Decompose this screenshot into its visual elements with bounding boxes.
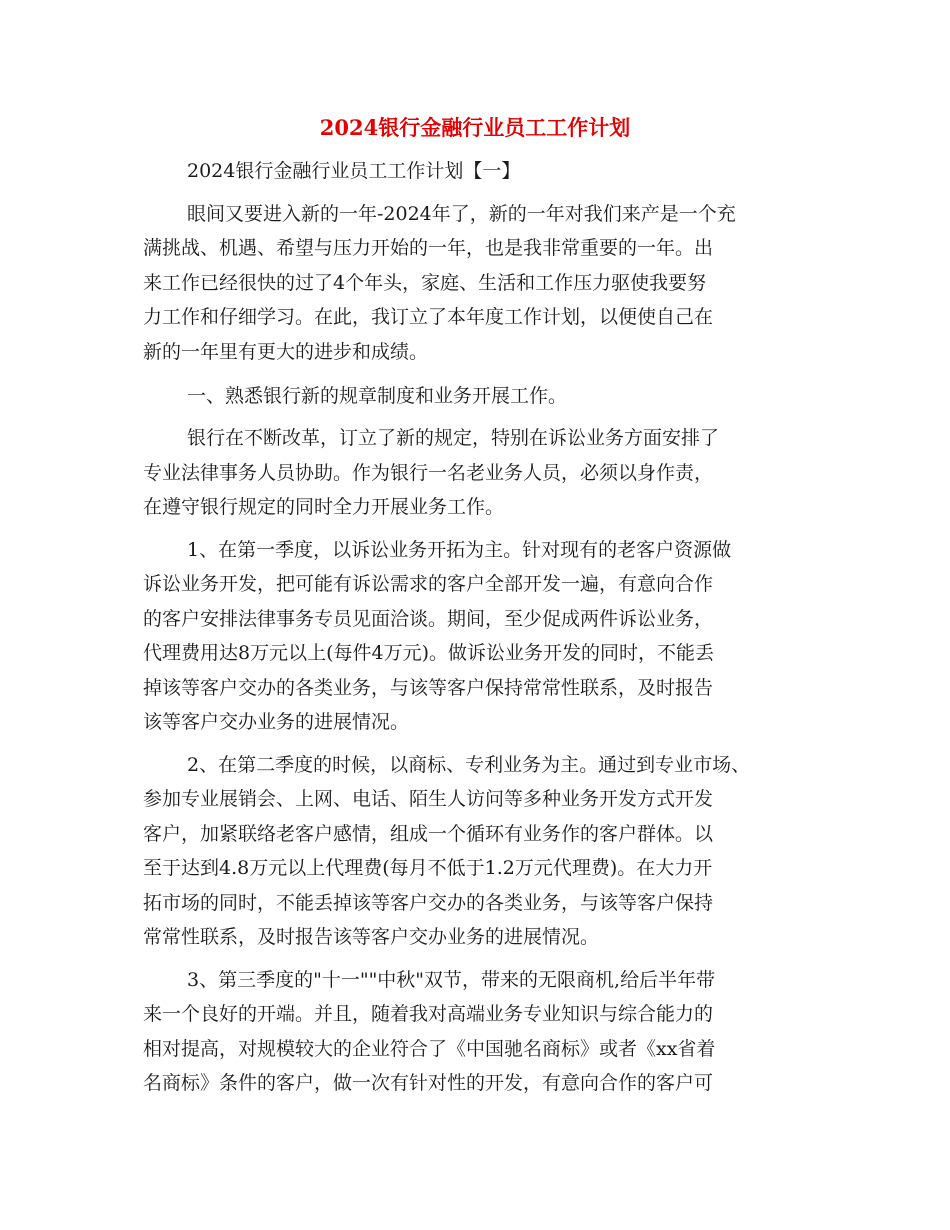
- paragraph-line: 专业法律事务人员协助。作为银行一名老业务人员，必须以身作责，: [143, 462, 714, 484]
- paragraph-line: 代理费用达8万元以上(每件4万元)。做诉讼业务开发的同时，不能丢: [143, 642, 715, 664]
- paragraph-line: 2、在第二季度的时候，以商标、专利业务为主。通过到专业市场、: [187, 754, 751, 776]
- paragraph-line: 客户，加紧联络老客户感情，组成一个循环有业务作的客户群体。以: [143, 823, 714, 845]
- paragraph-line: 常常性联系，及时报告该等客户交办业务的进展情况。: [143, 926, 600, 948]
- paragraph-line: 眼间又要进入新的一年-2024年了，新的一年对我们来产是一个充: [187, 203, 736, 225]
- paragraph-line: 至于达到4.8万元以上代理费(每月不低于1.2万元代理费)。在大力开: [143, 857, 713, 879]
- paragraph-line: 银行在不断改革，订立了新的规定，特别在诉讼业务方面安排了: [187, 427, 720, 449]
- section-heading: 2024银行金融行业员工工作计划【一】: [187, 160, 521, 182]
- paragraph-line: 力工作和仔细学习。在此，我订立了本年度工作计划，以便使自己在: [143, 306, 714, 328]
- paragraph-line: 在遵守银行规定的同时全力开展业务工作。: [143, 496, 505, 518]
- paragraph-line: 的客户安排法律事务专员见面洽谈。期间，至少促成两件诉讼业务，: [143, 608, 714, 630]
- paragraph-line: 参加专业展销会、上网、电话、陌生人访问等多种业务开发方式开发: [143, 788, 714, 810]
- paragraph-line: 名商标》条件的客户，做一次有针对性的开发，有意向合作的客户可: [143, 1072, 714, 1094]
- paragraph-line: 来工作已经很快的过了4个年头，家庭、生活和工作压力驱使我要努: [143, 272, 707, 294]
- document-title: 2024银行金融行业员工工作计划: [319, 115, 631, 140]
- paragraph-line: 来一个良好的开端。并且，随着我对高端业务专业知识与综合能力的: [143, 1003, 714, 1025]
- paragraph-line: 诉讼业务开发，把可能有诉讼需求的客户全部开发一遍，有意向合作: [143, 573, 714, 595]
- paragraph-line: 满挑战、机遇、希望与压力开始的一年，也是我非常重要的一年。出: [143, 237, 714, 259]
- paragraph-line: 3、第三季度的"十一""中秋"双节，带来的无限商机,给后半年带: [187, 969, 716, 991]
- paragraph-line: 拓市场的同时，不能丢掉该等客户交办的各类业务，与该等客户保持: [143, 892, 714, 914]
- paragraph-line: 新的一年里有更大的进步和成绩。: [143, 341, 429, 363]
- paragraph-line: 相对提高，对规模较大的企业符合了《中国驰名商标》或者《xx省着: [143, 1038, 716, 1060]
- paragraph-line: 掉该等客户交办的各类业务，与该等客户保持常常性联系，及时报告: [143, 677, 714, 699]
- subheading: 一、熟悉银行新的规章制度和业务开展工作。: [187, 385, 568, 407]
- paragraph-line: 1、在第一季度，以诉讼业务开拓为主。针对现有的老客户资源做: [187, 539, 732, 561]
- paragraph-line: 该等客户交办业务的进展情况。: [143, 711, 410, 733]
